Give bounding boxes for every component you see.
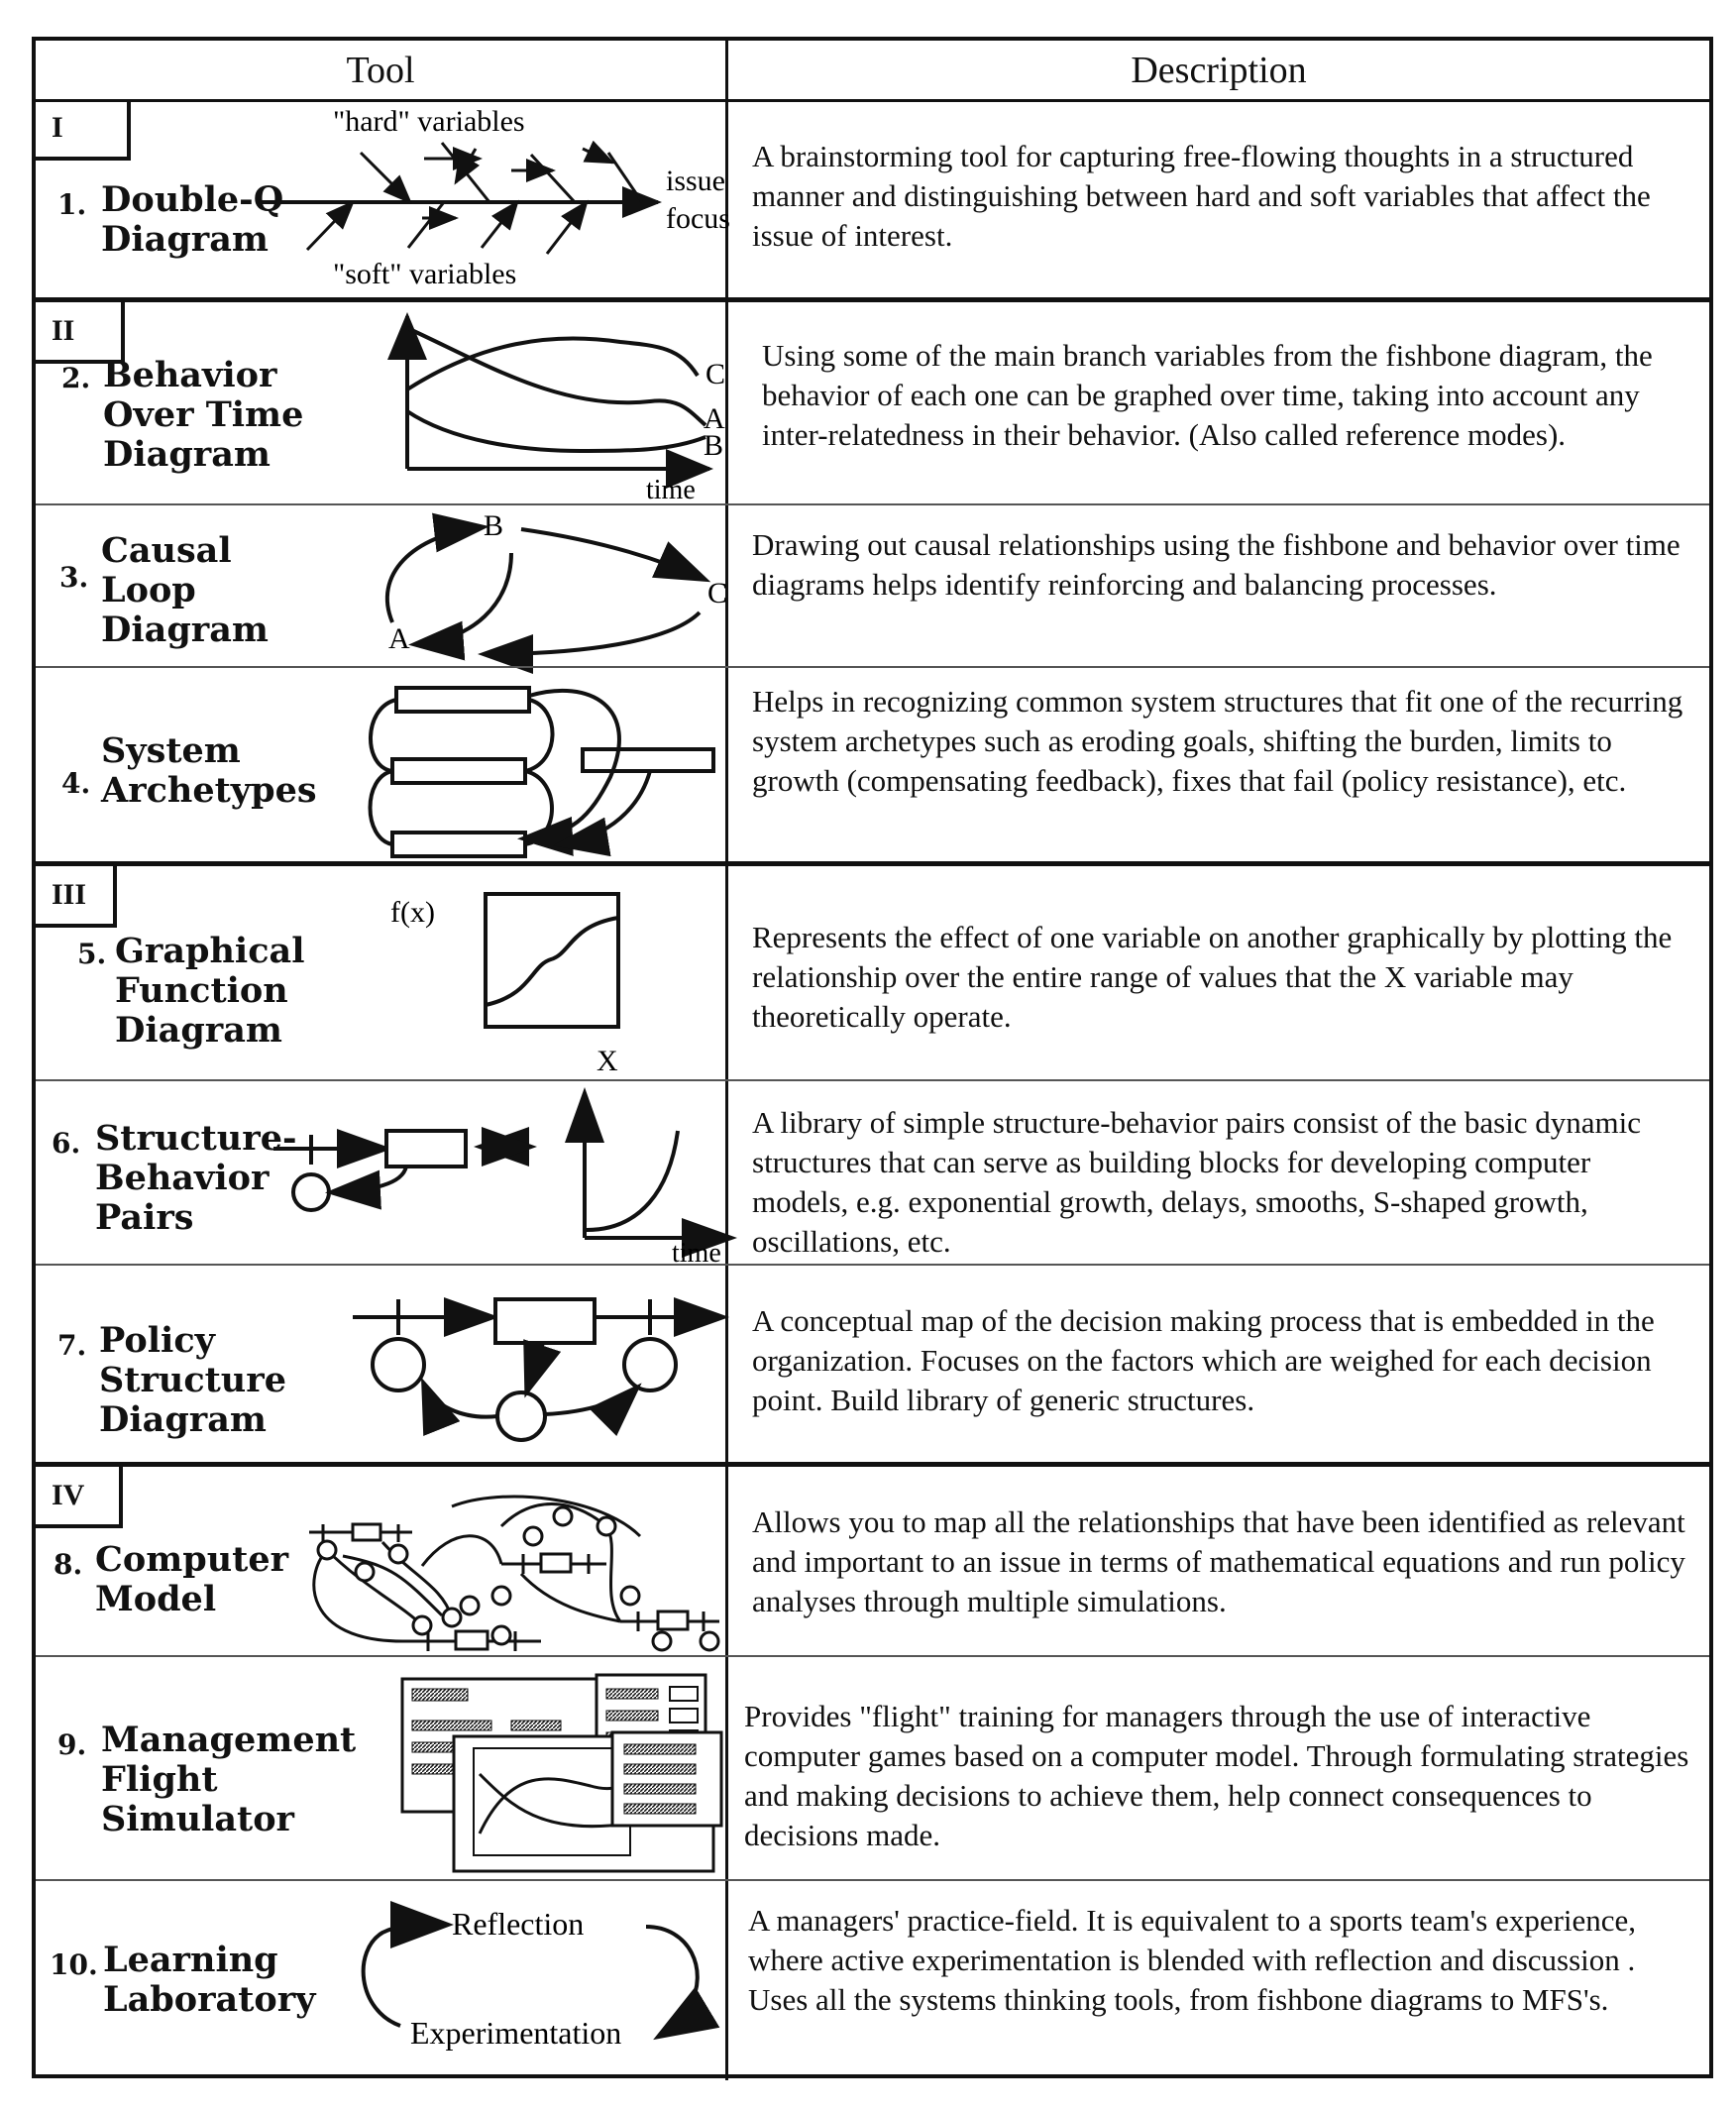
node-b-label: B — [484, 509, 504, 542]
tool-number: 8. — [54, 1548, 83, 1581]
description-cell: Provides "flight" training for managers through the use of interactive computer games based on a computer model. Through formulating strategies and making decisions to achieve them, help connect consequences to decisions made. — [744, 1699, 1689, 1852]
policy-structure-figure — [333, 1266, 729, 1464]
learning-lab-figure — [343, 1881, 729, 2080]
hard-variables-label: "hard" variables — [333, 105, 525, 138]
tool-cell — [36, 1881, 728, 2080]
flight-simulator-figure — [363, 1657, 729, 1881]
row-computer-model — [36, 1462, 1709, 1660]
tool-cell — [36, 505, 728, 668]
row-system-archetypes — [36, 666, 1709, 863]
description-cell: A conceptual map of the decision making process that is embedded in the organization. Focuses on the factors which are weighed for each decision point. Build library of generic structures. — [752, 1303, 1655, 1417]
description-cell: Drawing out causal relationships using the fishbone and behavior over time diagrams helps identify reinforcing and balancing processes. — [752, 527, 1681, 602]
curve-a-label: A — [704, 402, 725, 435]
x-axis-label: X — [597, 1045, 618, 1077]
curve-c-label: C — [705, 358, 726, 390]
time-axis-label: time — [672, 1238, 721, 1269]
tool-number: 4. — [61, 767, 91, 800]
header-tool: Tool — [36, 41, 728, 102]
tool-cell — [36, 1467, 728, 1660]
tool-name: Management Flight Simulator — [101, 1720, 357, 1839]
tool-cell — [36, 866, 728, 1084]
tool-cell — [36, 99, 728, 297]
fx-label: f(x) — [390, 896, 435, 929]
description-cell: Using some of the main branch variables from the fishbone diagram, the behavior of each one can be graphed over time, taking into account any inter-relatedness in their behavior. (Also called reference modes). — [762, 338, 1653, 452]
description-cell: A managers' practice-field. It is equivalent to a sports team's experience, where active experimentation is blended with reflection and discussion . Uses all the systems thinking tools, from fishbone diagrams to MFS's. — [748, 1903, 1637, 2017]
curve-b-label: B — [704, 429, 724, 462]
computer-model-figure — [303, 1467, 729, 1660]
tool-number: 6. — [52, 1127, 81, 1160]
time-axis-label: time — [646, 475, 696, 505]
tool-cell — [36, 302, 728, 508]
description-cell: Represents the effect of one variable on another graphically by plotting the relationship over the entire range of values that the X variable may theoretically operate. — [752, 920, 1673, 1034]
row-double-q — [36, 99, 1709, 297]
tool-number: 7. — [57, 1329, 87, 1362]
tool-name: Graphical Function Diagram — [115, 931, 305, 1051]
structure-behavior-figure — [273, 1081, 729, 1269]
description-cell: A library of simple structure-behavior pairs consist of the basic dynamic structures that can serve as building blocks for developing computer models, e.g. exponential growth, delays, smooths, S-shaped growth, oscillations, etc. — [752, 1105, 1642, 1259]
behavior-graph-figure — [363, 302, 729, 508]
tool-number: 9. — [57, 1728, 87, 1761]
tool-cell — [36, 668, 728, 863]
tools-table — [32, 37, 1713, 2078]
row-causal-loop — [36, 503, 1709, 668]
tool-name: Learning Laboratory — [103, 1940, 316, 2020]
tool-name: Policy Structure Diagram — [99, 1320, 286, 1440]
section-label: I — [36, 99, 131, 161]
tool-number: 10. — [50, 1948, 98, 1981]
tool-name: System Archetypes — [101, 730, 317, 811]
node-a-label: A — [388, 622, 410, 655]
row-learning-laboratory — [36, 1879, 1709, 2080]
tool-number: 1. — [57, 188, 87, 221]
section-label: IV — [36, 1467, 123, 1528]
tool-name: Structure- Behavior Pairs — [95, 1118, 297, 1238]
section-label: II — [36, 302, 125, 364]
tool-name: Computer Model — [95, 1539, 289, 1619]
row-graphical-function — [36, 861, 1709, 1084]
tool-number: 2. — [61, 362, 91, 394]
row-management-flight-simulator — [36, 1655, 1709, 1881]
section-label: III — [36, 866, 117, 928]
tool-cell — [36, 1657, 728, 1881]
description-cell: A brainstorming tool for capturing free-flowing thoughts in a structured manner and distinguishing between hard and soft variables that affect the issue of interest. — [752, 139, 1651, 253]
tool-cell — [36, 1081, 728, 1269]
causal-loop-figure — [353, 505, 729, 668]
row-behavior-over-time — [36, 297, 1709, 508]
row-structure-behavior — [36, 1079, 1709, 1269]
tool-name: Behavior Over Time Diagram — [103, 355, 304, 475]
node-c-label: C — [707, 577, 728, 610]
system-archetypes-figure — [353, 668, 729, 863]
tool-cell — [36, 1266, 728, 1464]
tool-number: 3. — [59, 561, 89, 594]
tool-name: Causal Loop Diagram — [101, 530, 269, 650]
issue-label: issue — [666, 165, 725, 197]
soft-variables-label: "soft" variables — [333, 258, 517, 290]
experimentation-label: Experimentation — [410, 2015, 622, 2051]
description-cell: Allows you to map all the relationships that have been identified as relevant and important to an issue in terms of mathematical equations and run policy analyses through multiple simulations. — [752, 1504, 1685, 1618]
focus-label: focus — [666, 202, 730, 235]
header-description: Description — [728, 41, 1709, 102]
description-cell: Helps in recognizing common system structures that fit one of the recurring system archetypes such as eroding goals, shifting the burden, limits to growth (compensating feedback), fixes that fail (policy resistance), etc. — [752, 684, 1683, 798]
graphical-function-figure — [382, 866, 650, 1084]
reflection-label: Reflection — [452, 1906, 585, 1942]
tool-name: Double-Q Diagram — [101, 179, 284, 260]
row-policy-structure — [36, 1264, 1709, 1464]
double-q-figure — [214, 99, 729, 297]
tool-number: 5. — [77, 938, 107, 970]
